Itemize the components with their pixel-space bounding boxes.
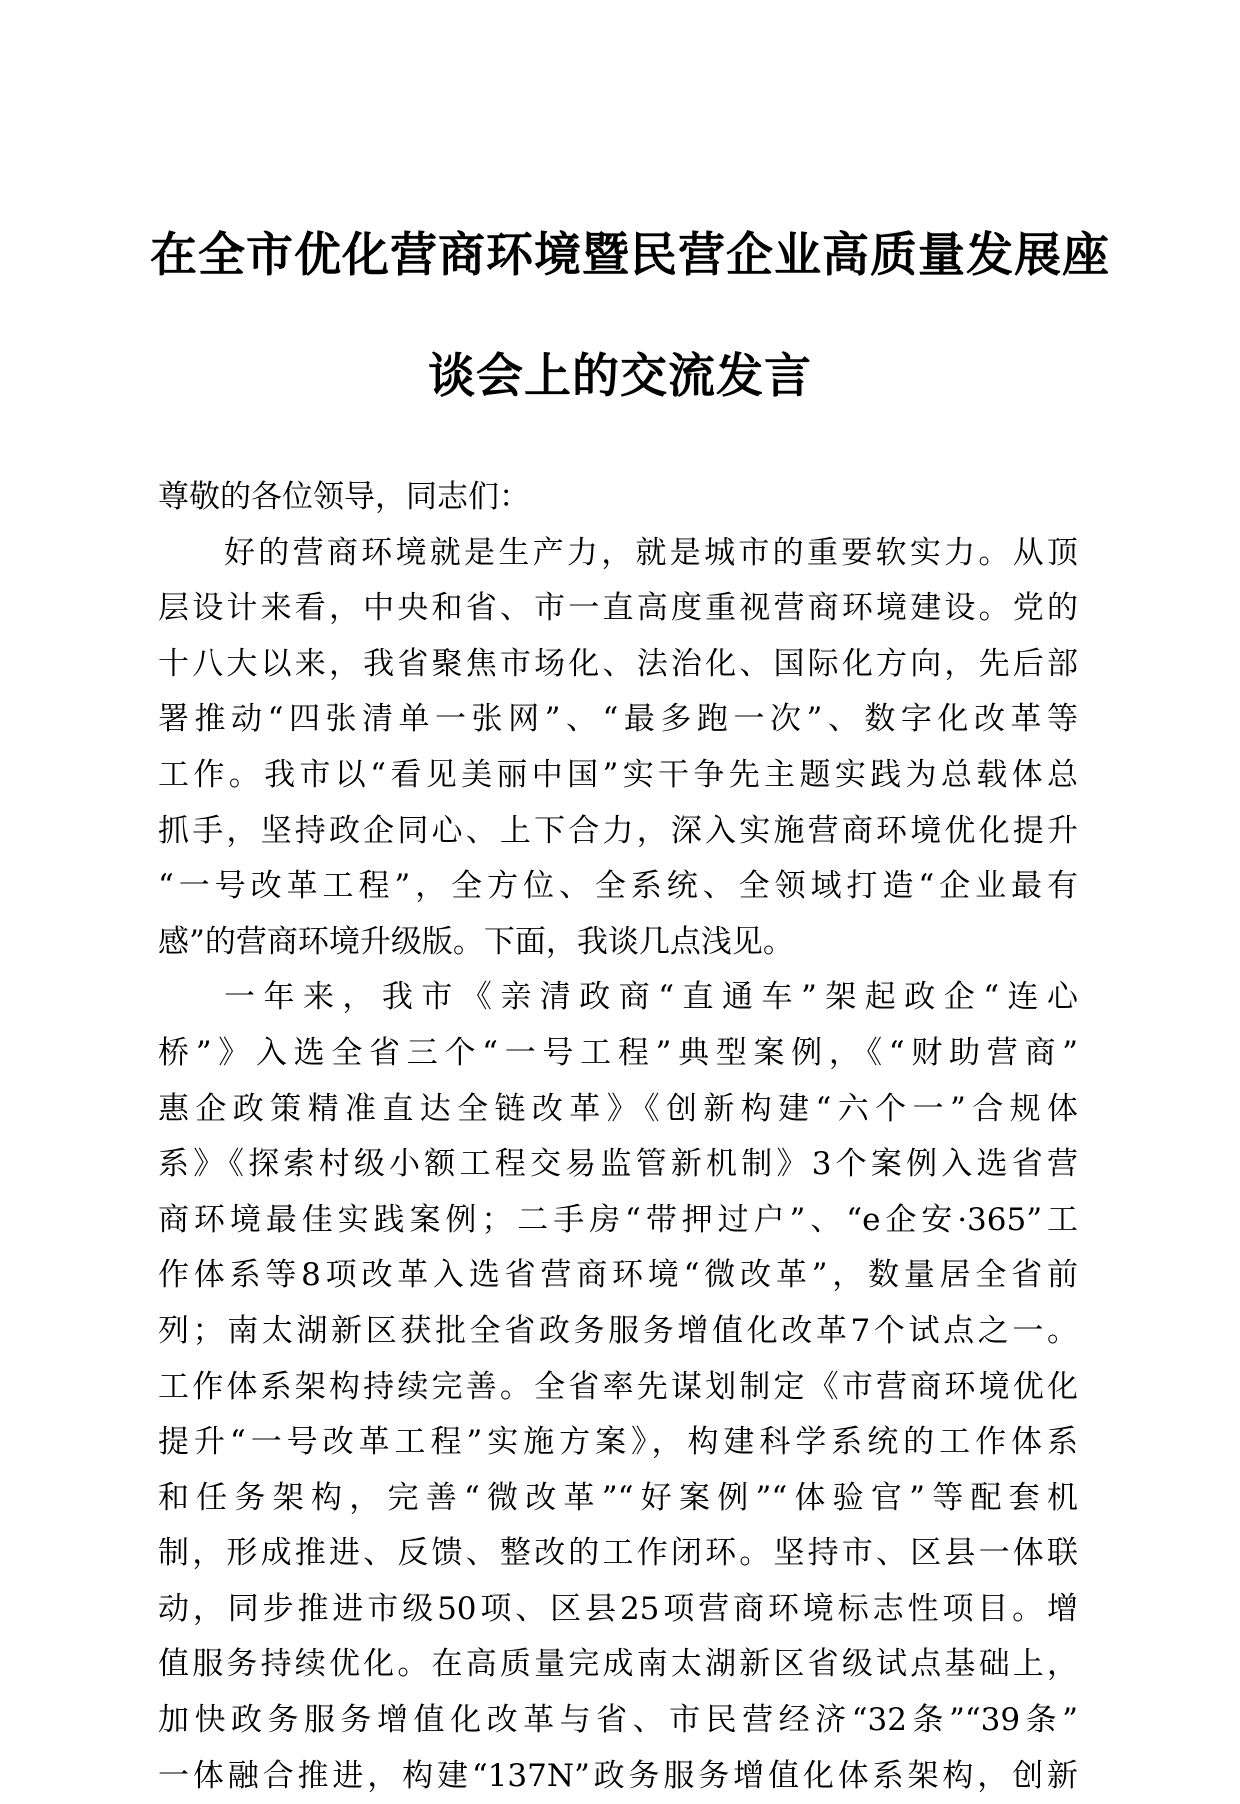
- document-title-line-2: 谈会上的交流发言: [428, 349, 812, 404]
- paragraph-2-line: 惠企政策精准直达全链改革》《创新构建“六个一”合规体: [158, 1090, 1078, 1127]
- paragraph-2-line: 动，同步推进市级50项、区县25项营商环境标志性项目。增: [158, 1590, 1078, 1627]
- paragraph-2-line: 商环境最佳实践案例；二手房“带押过户”、“e企安·365”工: [158, 1201, 1078, 1238]
- paragraph-1-line: 好的营商环境就是生产力，就是城市的重要软实力。从顶: [224, 534, 1078, 571]
- paragraph-2-line: 和任务架构，完善“微改革”“好案例”“体验官”等配套机: [158, 1479, 1078, 1516]
- paragraph-2-line: 工作体系架构持续完善。全省率先谋划制定《市营商环境优化: [158, 1368, 1078, 1405]
- paragraph-2-line: 值服务持续优化。在高质量完成南太湖新区省级试点基础上，: [158, 1646, 1078, 1683]
- paragraph-2-line: 一年来，我市《亲清政商“直通车”架起政企“连心: [224, 979, 1078, 1016]
- paragraph-1-line: 层设计来看，中央和省、市一直高度重视营商环境建设。党的: [158, 590, 1078, 627]
- paragraph-1-line: 十八大以来，我省聚焦市场化、法治化、国际化方向，先后部: [158, 645, 1078, 682]
- paragraph-2-line: 制，形成推进、反馈、整改的工作闭环。坚持市、区县一体联: [158, 1535, 1078, 1572]
- document-title-line-1: 在全市优化营商环境暨民营企业高质量发展座: [150, 228, 1110, 283]
- paragraph-2-line: 列；南太湖新区获批全省政务服务增值化改革7个试点之一。: [158, 1312, 1078, 1349]
- paragraph-1-line: “一号改革工程”，全方位、全系统、全领域打造“企业最有: [158, 868, 1078, 905]
- paragraph-2-line: 系》《探索村级小额工程交易监管新机制》3个案例入选省营: [158, 1146, 1078, 1183]
- paragraph-1-line: 抓手，坚持政企同心、上下合力，深入实施营商环境优化提升: [158, 812, 1078, 849]
- paragraph-2-line: 桥”》入选全省三个“一号工程”典型案例，《“财助营商”: [158, 1034, 1078, 1071]
- paragraph-2-line: 一体融合推进，构建“137N”政务服务增值化体系架构，创新: [158, 1757, 1078, 1794]
- paragraph-2-line: 提升“一号改革工程”实施方案》，构建科学系统的工作体系: [158, 1424, 1078, 1461]
- paragraph-1-line: 署推动“四张清单一张网”、“最多跑一次”、数字化改革等: [158, 701, 1078, 738]
- paragraph-1-line: 工作。我市以“看见美丽中国”实干争先主题实践为总载体总: [158, 756, 1078, 793]
- paragraph-1-line: 感”的营商环境升级版。下面，我谈几点浅见。: [158, 923, 794, 960]
- paragraph-2-line: 加快政务服务增值化改革与省、市民营经济“32条”“39条”: [158, 1702, 1078, 1739]
- salutation: 尊敬的各位领导，同志们：: [158, 479, 530, 515]
- document-body: [158, 470, 1078, 1804]
- paragraph-2-line: 作体系等8项改革入选省营商环境“微改革”，数量居全省前: [158, 1257, 1078, 1294]
